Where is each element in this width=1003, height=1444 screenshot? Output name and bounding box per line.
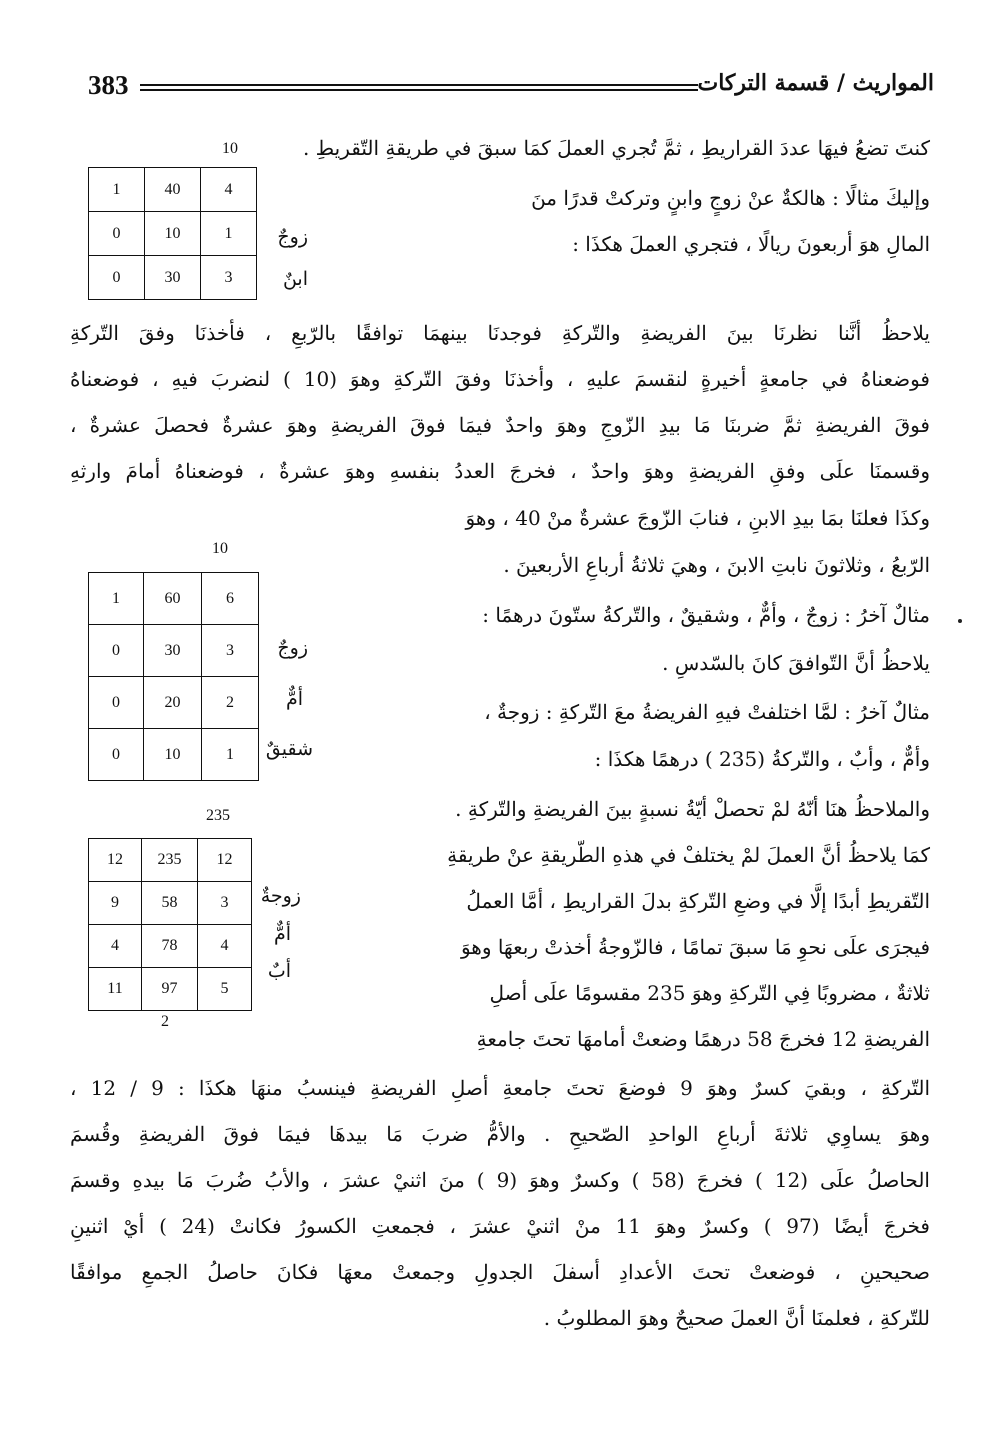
heir-label: زوجٌ bbox=[277, 226, 308, 248]
table-cell: 60 bbox=[144, 573, 202, 625]
heir-label: أبٌ bbox=[267, 960, 291, 982]
text-line: كنتَ تضعُ فيهَا عددَ القراريطِ ، ثمَّ تُجري العملَ كمَا سبقَ في طريقةِ التّقريطِ . bbox=[302, 136, 930, 160]
table-cell: 0 bbox=[89, 256, 145, 300]
table-cell: 3 bbox=[201, 256, 257, 300]
text-line: مثالٌ آخرُ : زوجٌ ، وأمٌّ ، وشقيقٌ ، والتّركةُ ستّونَ درهمًا : bbox=[482, 603, 930, 627]
heir-label: شقيقٌ bbox=[265, 738, 313, 760]
table-cell: 12 bbox=[89, 839, 142, 882]
text-line: كمَا يلاحظُ أنَّ العملَ لمْ يختلفْ في هذهِ الطّريقةِ عنْ طريقةِ bbox=[447, 843, 930, 867]
heir-label: زوجٌ bbox=[277, 637, 308, 659]
table-cell: 3 bbox=[198, 882, 252, 925]
running-title: المواريث / قسمة التركات bbox=[697, 70, 934, 96]
heir-label: ابنٌ bbox=[282, 268, 308, 290]
table-cell: 4 bbox=[198, 925, 252, 968]
text-line: مثالٌ آخرُ : لمَّا اختلفتْ فيهِ الفريضةُ معَ التّركةِ : زوجةٌ ، bbox=[484, 700, 930, 724]
table-cell: 4 bbox=[201, 168, 257, 212]
text-line: ثلاثةٌ ، مضروبًا فِي التّركةِ وهوَ 235 مقسومًا علَى أصلِ bbox=[489, 981, 930, 1005]
table-cell: 20 bbox=[144, 677, 202, 729]
text-line: المالِ هوَ أربعونَ ريالًا ، فتجري العملَ هكذَا : bbox=[572, 232, 930, 256]
text-line: الحاصلُ علَى (12 ) فخرجَ (58 ) وكسرٌ وهوَ (9 ) منَ اثنيْ عشرَ ، والأبُ ضُربَ مَا بيدهِ وقسمَ bbox=[70, 1168, 930, 1192]
table-cell: 1 bbox=[201, 212, 257, 256]
text-line: فخرجَ أيضًا (97 ) وكسرٌ وهوَ 11 منْ اثنيْ عشرَ ، فجمعتِ الكسورُ فكانتْ (24 ) أيْ اثنينِ bbox=[70, 1214, 930, 1238]
text-line: صحيحينِ ، فوضعتْ تحتَ الأعدادِ أسفلَ الجدولِ وجمعتْ معهَا فكانَ حاصلُ الجمعِ موافقًا bbox=[70, 1260, 930, 1284]
table-cell: 30 bbox=[144, 625, 202, 677]
table-cell: 10 bbox=[145, 212, 201, 256]
text-line: الرّبعُ ، وثلاثونَ نابتِ الابنَ ، وهيَ ثلاثةُ أرباعِ الأربعينَ . bbox=[503, 553, 930, 577]
distribution-table-1 bbox=[88, 167, 257, 300]
table-cell: 5 bbox=[198, 968, 252, 1011]
distribution-table-3 bbox=[88, 838, 252, 1011]
text-line: يلاحظُ أنَّنا نظرنَا بينَ الفريضةِ والتّركةِ فوجدنَا بينهمَا توافقًا بالرّبعِ ، فأخذنَا وفقَ التّركةِ bbox=[70, 321, 930, 345]
text-line: وكذَا فعلنَا بمَا بيدِ الابنِ ، فنابَ الزّوجَ عشرةٌ منْ 40 ، وهوَ bbox=[465, 506, 930, 530]
table-cell: 0 bbox=[89, 729, 144, 781]
table-cell: 40 bbox=[145, 168, 201, 212]
table-cell: 0 bbox=[89, 677, 144, 729]
heir-label: زوجةٌ bbox=[260, 885, 301, 907]
heir-label: أمٌّ bbox=[273, 923, 291, 945]
table3-top-number: 235 bbox=[206, 807, 230, 824]
table-cell: 6 bbox=[202, 573, 259, 625]
text-line: فيجرَى علَى نحوِ مَا سبقَ تمامًا ، فالزّوجةُ أخذتْ ربعهَا وهوَ bbox=[460, 935, 930, 959]
table-cell: 97 bbox=[142, 968, 198, 1011]
table-cell: 12 bbox=[198, 839, 252, 882]
text-line: للتّركةِ ، فعلمنَا أنَّ العملَ صحيحٌ وهوَ المطلوبُ . bbox=[543, 1306, 930, 1330]
table-cell: 11 bbox=[89, 968, 142, 1011]
table3-bottom-number: 2 bbox=[161, 1013, 169, 1030]
text-line: التّركةِ ، وبقيَ كسرٌ وهوَ 9 فوضعَ تحتَ جامعةِ أصلِ الفريضةِ فينسبُ منهَا هكذَا : 9 / 12 ، bbox=[70, 1076, 931, 1100]
table-cell: 58 bbox=[142, 882, 198, 925]
table-cell: 30 bbox=[145, 256, 201, 300]
table-cell: 4 bbox=[89, 925, 142, 968]
text-line: فوضعناهُ في جامعةٍ أخيرةٍ لنقسمَ عليهِ ، وأخذنَا وفقَ التّركةِ وهوَ (10 ) لنضربَ فيهِ ، فوضعناهُ bbox=[70, 367, 930, 391]
table-cell: 1 bbox=[89, 168, 145, 212]
heir-label: أمٌّ bbox=[285, 688, 303, 710]
table-cell: 1 bbox=[89, 573, 144, 625]
table-cell: 235 bbox=[142, 839, 198, 882]
table-cell: 1 bbox=[202, 729, 259, 781]
text-line: يلاحظُ أنَّ التّوافقَ كانَ بالسّدسِ . bbox=[662, 651, 930, 675]
text-line: التّقريطِ أبدًا إلَّا في وضعِ التّركةِ بدلَ القراريطِ ، أمَّا العملُ bbox=[466, 889, 930, 913]
table-cell: 0 bbox=[89, 212, 145, 256]
distribution-table-2 bbox=[88, 572, 259, 781]
text-line: والملاحظُ هنَا أنّهُ لمْ تحصلْ أيّةُ نسبةٍ بينَ الفريضةِ والتّركةِ . bbox=[455, 797, 930, 821]
table-cell: 78 bbox=[142, 925, 198, 968]
table-cell: 3 bbox=[202, 625, 259, 677]
text-line: وإليكَ مثالًا : هالكةٌ عنْ زوجٍ وابنٍ وتركتْ قدرًا منَ bbox=[531, 186, 930, 210]
header-rule bbox=[140, 84, 698, 91]
table2-top-number: 10 bbox=[212, 540, 228, 557]
text-line: الفريضةِ 12 فخرجَ 58 درهمًا وضعتْ أمامهَا تحتَ جامعةِ bbox=[476, 1027, 930, 1051]
table1-top-number: 10 bbox=[222, 140, 238, 157]
table-cell: 2 bbox=[202, 677, 259, 729]
table-cell: 0 bbox=[89, 625, 144, 677]
text-line: وهوَ يساوِي ثلاثةَ أرباعِ الواحدِ الصّحيحِ . والأمُّ ضربَ مَا بيدهَا فيمَا فوقَ الفريضةِ وقُسمَ bbox=[70, 1122, 930, 1146]
table-cell: 9 bbox=[89, 882, 142, 925]
text-line: فوقَ الفريضةِ ثمَّ ضربنَا مَا بيدِ الزّوجِ وهوَ واحدٌ فيمَا فوقَ الفريضةِ وهوَ عشرةٌ فحصلَ عشرةٌ ، bbox=[70, 413, 930, 437]
page-number: 383 bbox=[88, 70, 129, 100]
text-line: وقسمنَا علَى وفقِ الفريضةِ وهوَ واحدٌ ، فخرجَ العددُ بنفسهِ وهوَ عشرةٌ ، فوضعناهُ أمامَ وارثهِ bbox=[70, 459, 930, 483]
page-header bbox=[88, 70, 934, 110]
text-line: وأمٌّ ، وأبٌ ، والتّركةُ (235 ) درهمًا هكذَا : bbox=[594, 747, 930, 771]
margin-mark bbox=[958, 619, 962, 623]
table-cell: 10 bbox=[144, 729, 202, 781]
